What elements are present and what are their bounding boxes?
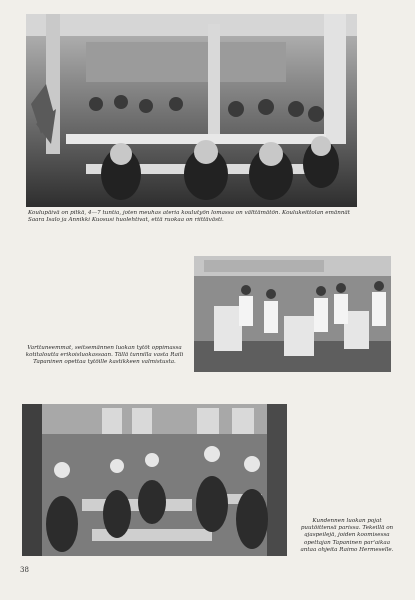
home-economics-photo <box>194 256 391 372</box>
dining-hall-photo <box>26 14 357 207</box>
dining-hall-illustration <box>26 14 357 207</box>
home-economics-caption: Varttuneemmat, seitsemännen luokan tytöt oppimassa kotitaloutta erikoisluokassaan. Tällä tunnilla vasta Raili Tapaninen opettaa tytöille kastikkeen valmistusta. <box>25 345 184 366</box>
home-economics-illustration <box>194 256 391 372</box>
dining-hall-caption: Koulupäivä on pitkä, 4—7 tuntia, joten meuhas ateria koulutyön lomassa on välttämätön. Koulukeittolan emännät Saara Isalo ja Annikki Kuosusi huolehtivat, että ruokaa on riittävästi. <box>28 210 351 224</box>
woodwork-photo <box>22 404 287 556</box>
woodwork-illustration <box>22 404 287 556</box>
page-number: 38 <box>20 566 29 574</box>
woodwork-caption: Kundennen luokan pojat puutöittensä parissa. Tekeillä on ajaspeilejä, joiden koomisessa opettajan Tapaninen par'aikaa antaa ohjeita Raimo Hermeselle. <box>300 518 394 553</box>
